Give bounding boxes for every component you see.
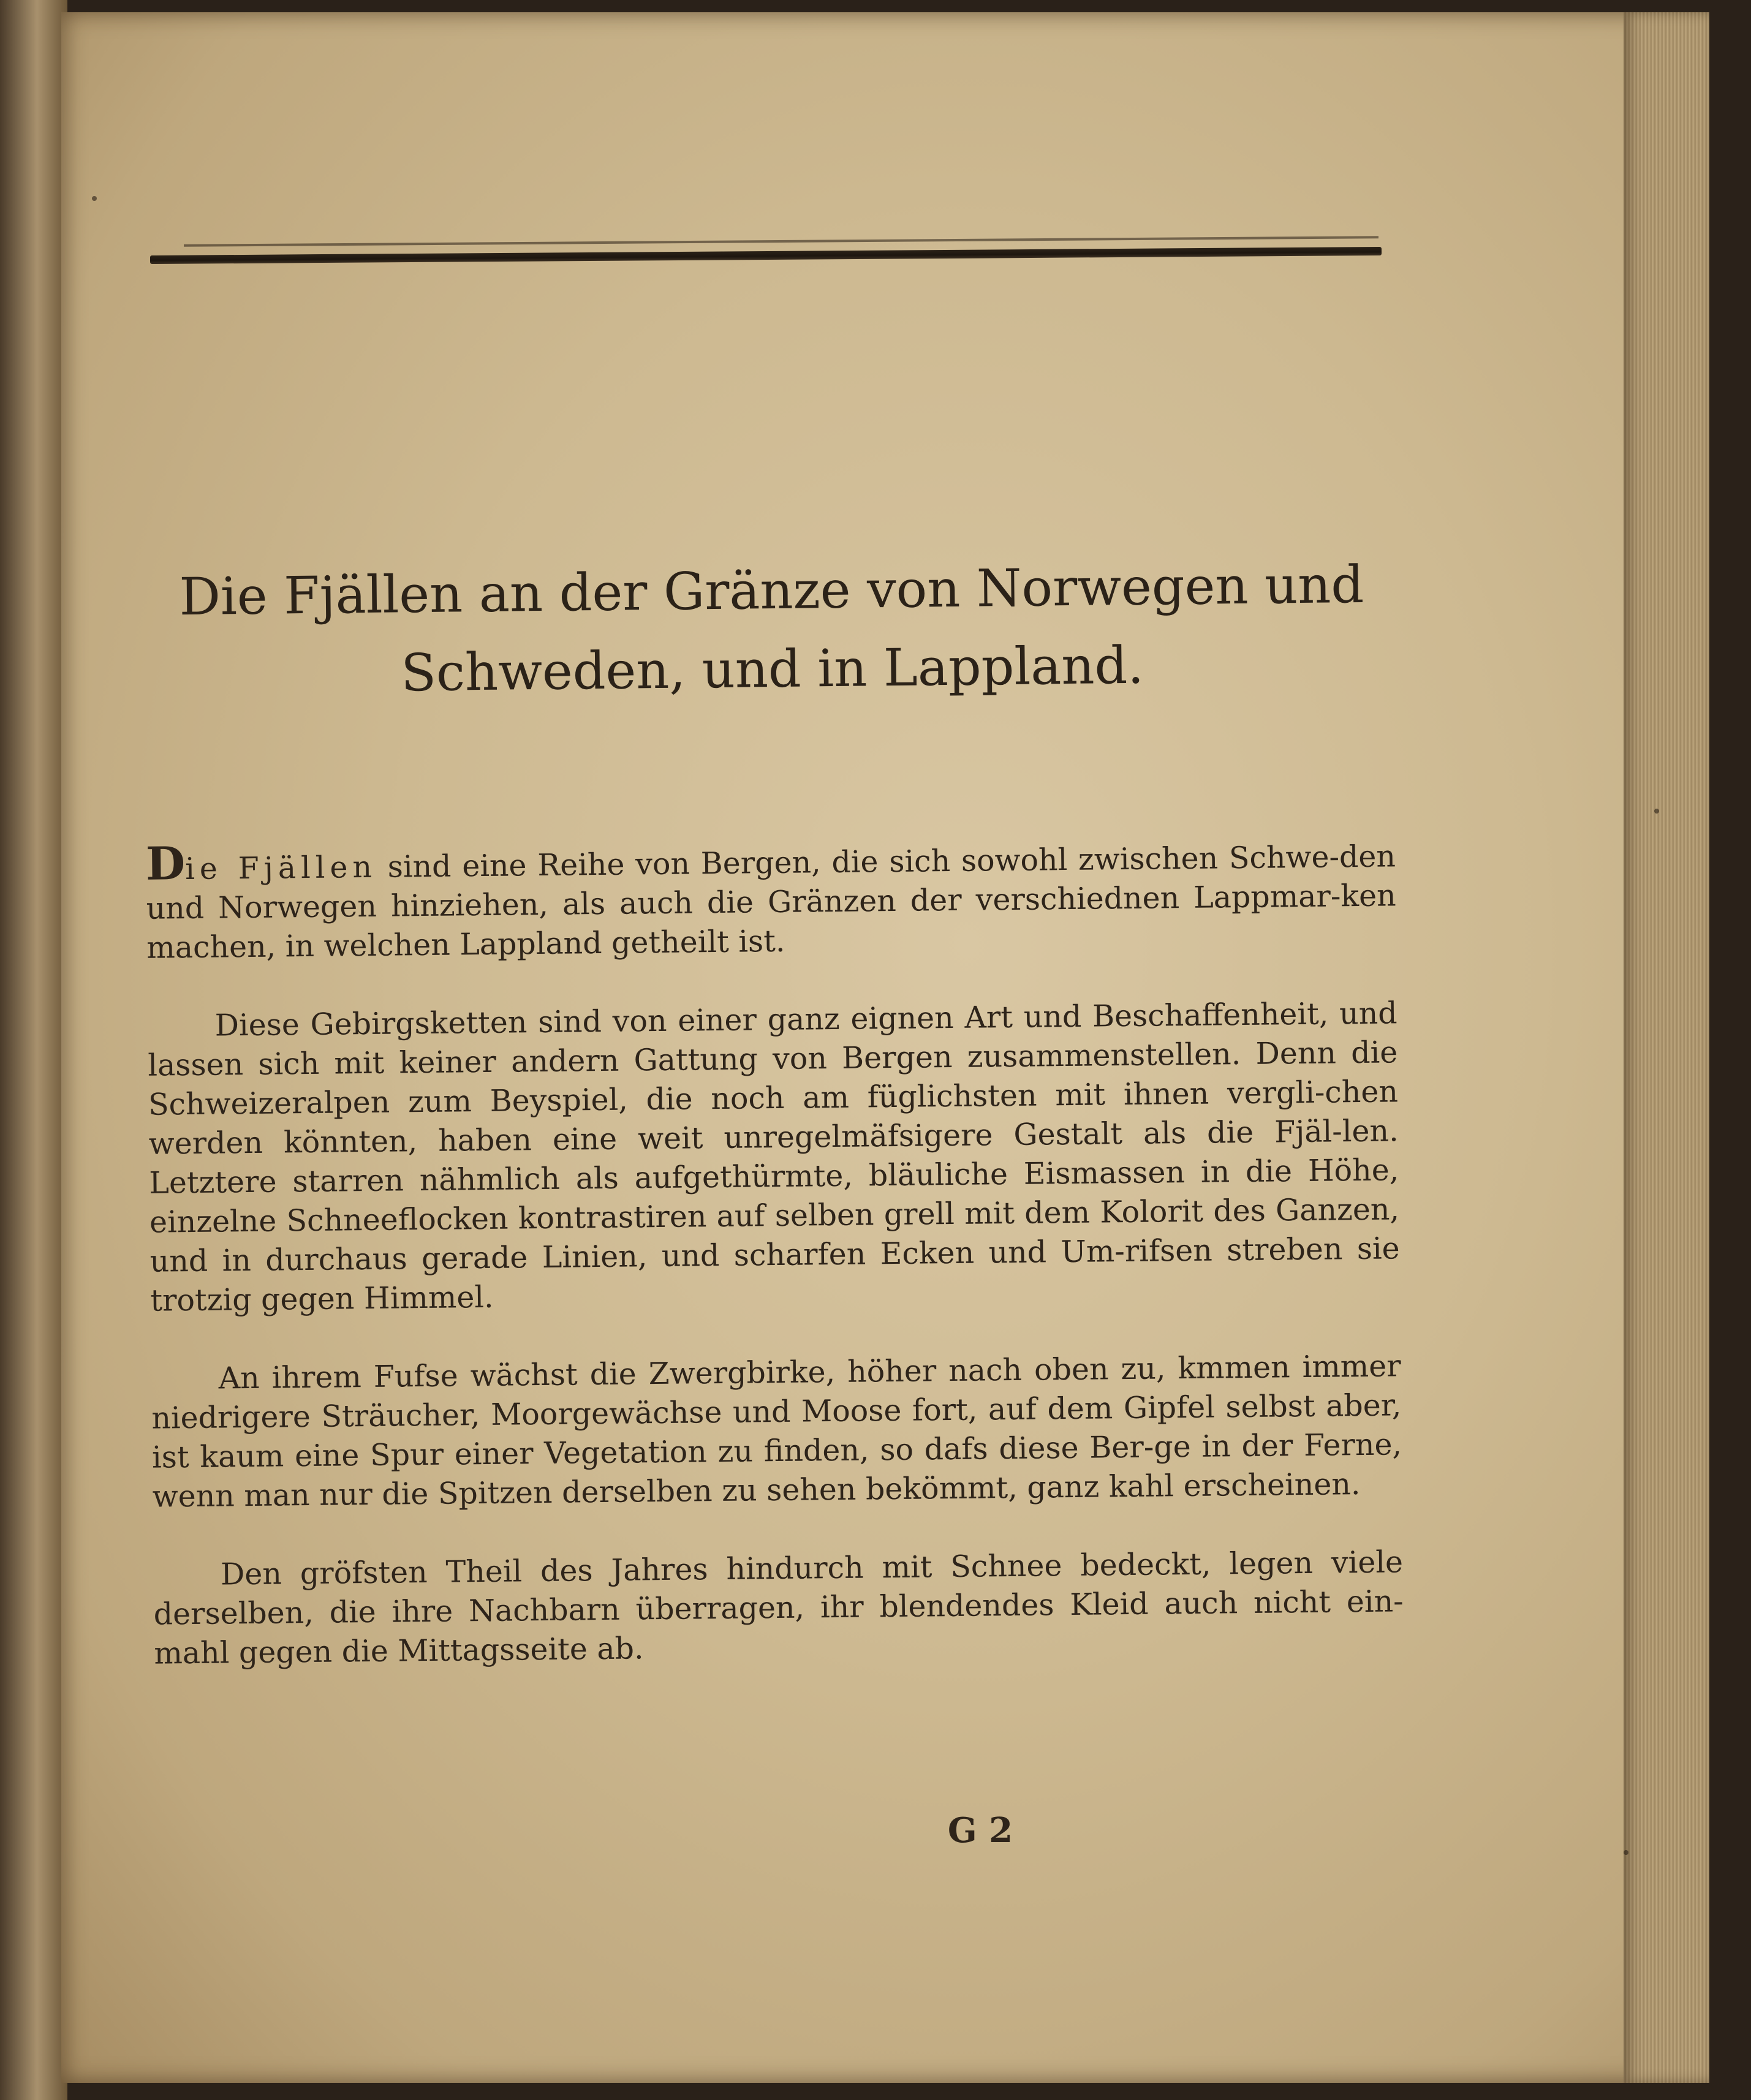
- paragraph-1: [146, 836, 1397, 967]
- paragraph-3: An ihrem Fufse wächst die Zwergbirke, höher nach oben zu, kmmen immer niedrigere Sträucher, Moorgewächse und Moose fort, auf dem Gipfel selbst aber, ist kaum eine Spur einer Vegetation zu finden, so dafs diese Ber-ge in der Ferne, wenn man nur die Spitzen derselben zu sehen bekömmt, ganz kahl erscheinen.: [151, 1348, 1402, 1514]
- paragraph-1-text: sind eine Reihe von Bergen, die sich sowohl zwischen Schwe-den und Norwegen hinziehen, als auch die Gränzen der verschiednen Lappmar-ken machen, in welchen Lappland getheilt ist.: [146, 839, 1396, 965]
- page-block-edge: [1624, 12, 1709, 2083]
- left-page-edge: [0, 0, 67, 2100]
- paper-speck: [1654, 809, 1659, 814]
- paper-speck: [92, 196, 97, 201]
- spaced-lead-word: ie Fjällen: [184, 849, 377, 887]
- paper-speck: [1624, 1850, 1628, 1855]
- signature-mark: G 2: [947, 1810, 1013, 1851]
- paragraph-4: Den gröfsten Theil des Jahres hindurch mit Schnee bedeckt, legen viele derselben, die ihre Nachbarn überragen, ihr blendendes Kleid auch nicht ein-mahl gegen die Mittagsseite ab.: [153, 1544, 1404, 1671]
- paragraph-2: Diese Gebirgsketten sind von einer ganz eignen Art und Beschaffenheit, und lassen sich mit keiner andern Gattung von Bergen zusammenstellen. Denn die Schweizeralpen zum Beyspiel, die noch am füglichsten mit ihnen vergli-chen werden könnten, haben eine weit unregelmäfsigere Gestalt als die Fjäl-len. Letztere starren nähmlich als aufgethürmte, bläuliche Eismassen in die Höhe, einzelne Schneeflocken kontrastiren auf selben grell mit dem Kolorit des Ganzen, und in durchaus gerade Linien, und scharfen Ecken und Um-rifsen streben sie trotzig gegen Himmel.: [148, 995, 1400, 1318]
- chapter-title-line-1: Die Fjällen an der Gränze von Norwegen und: [179, 554, 1364, 627]
- drop-cap: D: [145, 837, 186, 891]
- body-text: [146, 836, 1405, 1712]
- chapter-title: [159, 545, 1386, 715]
- chapter-title-line-2: Schweden, und in Lappland.: [400, 635, 1144, 703]
